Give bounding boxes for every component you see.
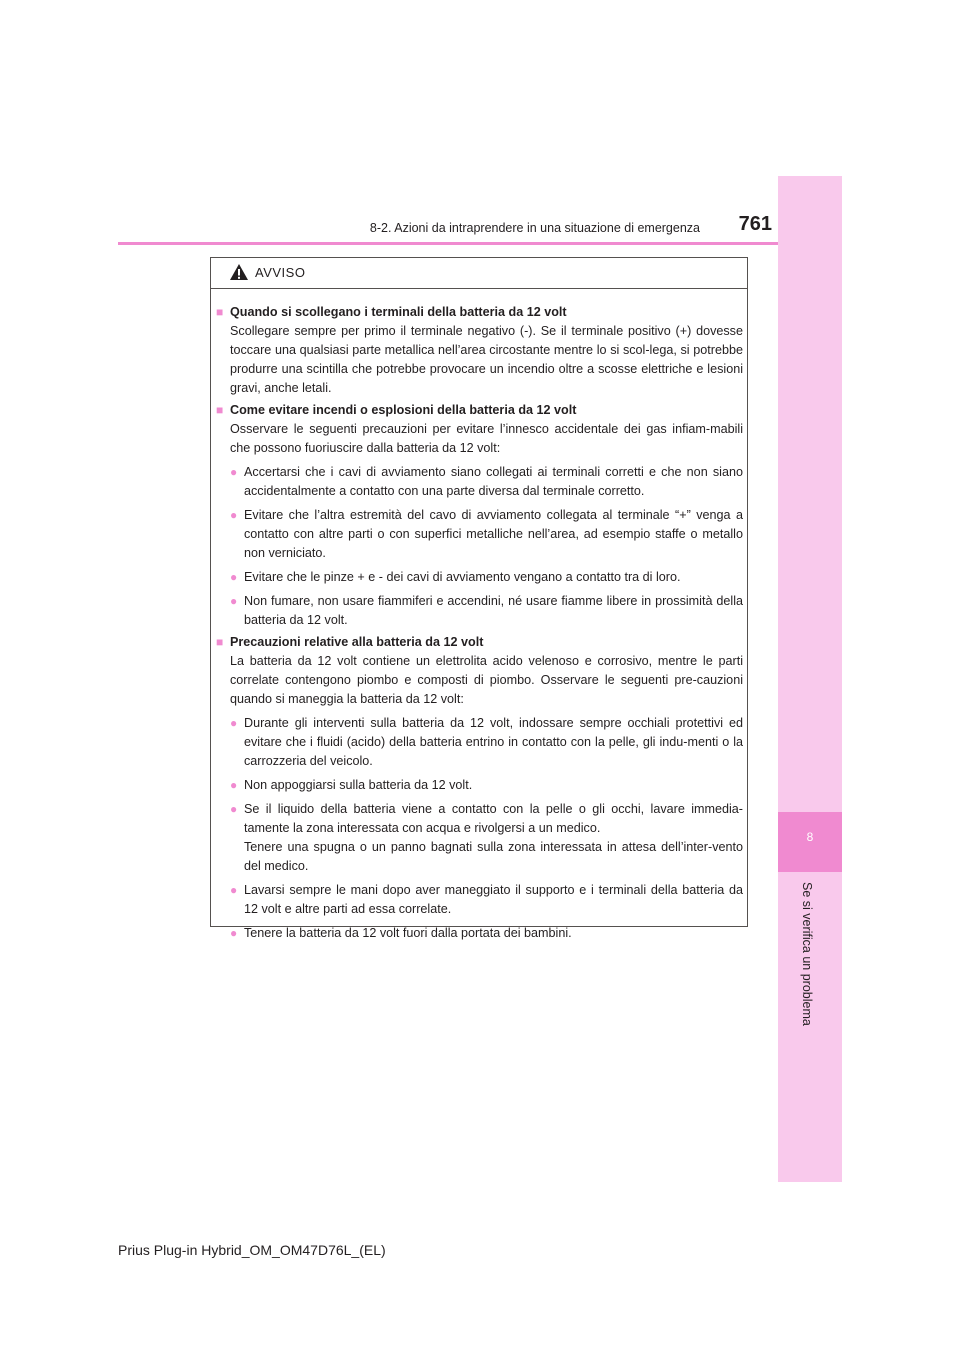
section-heading: [216, 303, 743, 322]
bullet-item: [230, 714, 743, 771]
bullet-text: Lavarsi sempre le mani dopo aver maneggiato il supporto e i terminali della batteria da 12 volt e altre parti ad essa correlate.: [244, 883, 743, 916]
bullet-text: Durante gli interventi sulla batteria da 12 volt, indossare sempre occhiali protettivi ed evitare che i fluidi (acido) della batteria entrino in contatto con la pelle, gli indu-menti o la carrozzeria del veicolo.: [244, 716, 743, 768]
bullet-item: [230, 592, 743, 630]
bullet-text: Tenere la batteria da 12 volt fuori dalla portata dei bambini.: [244, 926, 572, 940]
bullet-item: [230, 881, 743, 919]
bullet-text: Non fumare, non usare fiammiferi e accendini, né usare fiamme libere in prossimità della batteria da 12 volt.: [244, 594, 743, 627]
square-bullet-icon: ■: [216, 403, 224, 417]
section-paragraph: Scollegare sempre per primo il terminale negativo (-). Se il terminale positivo (+) dovesse toccare una qualsiasi parte metallica nell’area circostante mentre lo si scol-lega, si potrebbe produrre una scintilla che potrebbe provocare un incendio oltre a scosse elettriche e lesioni gravi, anche letali.: [230, 324, 743, 395]
section-heading-text: Come evitare incendi o esplosioni della batteria da 12 volt: [230, 403, 577, 417]
header-rule: [118, 242, 778, 245]
side-tab: [778, 176, 842, 1182]
circle-bullet-icon: ●: [230, 802, 238, 816]
section-paragraph: Osservare le seguenti precauzioni per evitare l’innesco accidentale dei gas infiam-mabili che possono fuoriuscire dalla batteria da 12 volt:: [230, 422, 743, 455]
bullet-item: [230, 800, 743, 876]
side-tab-number-box: [778, 812, 842, 872]
section-heading-text: Quando si scollegano i terminali della batteria da 12 volt: [230, 305, 567, 319]
circle-bullet-icon: ●: [230, 926, 238, 940]
circle-bullet-icon: ●: [230, 508, 238, 522]
section-heading: [216, 633, 743, 652]
circle-bullet-icon: ●: [230, 883, 238, 897]
section-heading: [216, 401, 743, 420]
bullet-text: Non appoggiarsi sulla batteria da 12 volt.: [244, 778, 473, 792]
bullet-item: [230, 924, 743, 943]
section-heading-text: Precauzioni relative alla batteria da 12 volt: [230, 635, 484, 649]
warning-title: AVVISO: [255, 265, 306, 280]
page-number: 761: [738, 213, 772, 235]
warning-triangle-icon: [229, 263, 249, 281]
square-bullet-icon: ■: [216, 635, 224, 649]
bullet-item: [230, 776, 743, 795]
square-bullet-icon: ■: [216, 305, 224, 319]
circle-bullet-icon: ●: [230, 570, 238, 584]
side-tab-label: Se si verifica un problema: [800, 882, 814, 1026]
warning-body: [211, 289, 747, 943]
bullet-item: [230, 568, 743, 587]
chapter-heading: 8-2. Azioni da intraprendere in una situazione di emergenza: [369, 221, 700, 235]
circle-bullet-icon: ●: [230, 778, 238, 792]
warning-box: [210, 257, 748, 940]
footer-document-id: Prius Plug-in Hybrid_OM_OM47D76L_(EL): [118, 1242, 386, 1258]
bullet-text: Accertarsi che i cavi di avviamento siano collegati ai terminali corretti e che non siano accidentalmente a contatto con una parte diversa dal terminale corretto.: [244, 465, 743, 498]
bullet-item: [230, 463, 743, 501]
circle-bullet-icon: ●: [230, 465, 238, 479]
circle-bullet-icon: ●: [230, 594, 238, 608]
bullet-text: Se il liquido della batteria viene a contatto con la pelle o gli occhi, lavare immedia-tamente la zona interessata con acqua e rivolgersi a un medico. Tenere una spugna o un panno bagnati sulla zona interessata in attesa dell’inter-vento del medico.: [244, 802, 743, 873]
warning-header: [211, 258, 747, 289]
circle-bullet-icon: ●: [230, 716, 238, 730]
bullet-text: Evitare che le pinze + e - dei cavi di avviamento vengano a contatto tra di loro.: [244, 570, 681, 584]
bullet-item: [230, 506, 743, 563]
bullet-text: Evitare che l’altra estremità del cavo di avviamento collegata al terminale “+” venga a contatto con altre parti o con superfici metalliche nell’area, ad esempio staffe o metallo non verniciato.: [244, 508, 743, 560]
section-paragraph: La batteria da 12 volt contiene un elettrolita acido velenoso e corrosivo, mentre le parti correlate contengono piombo e composti di piombo. Osservare le seguenti pre-cauzioni quando si maneggia la batteria da 12 volt:: [230, 654, 743, 706]
side-tab-number: 8: [806, 830, 814, 844]
